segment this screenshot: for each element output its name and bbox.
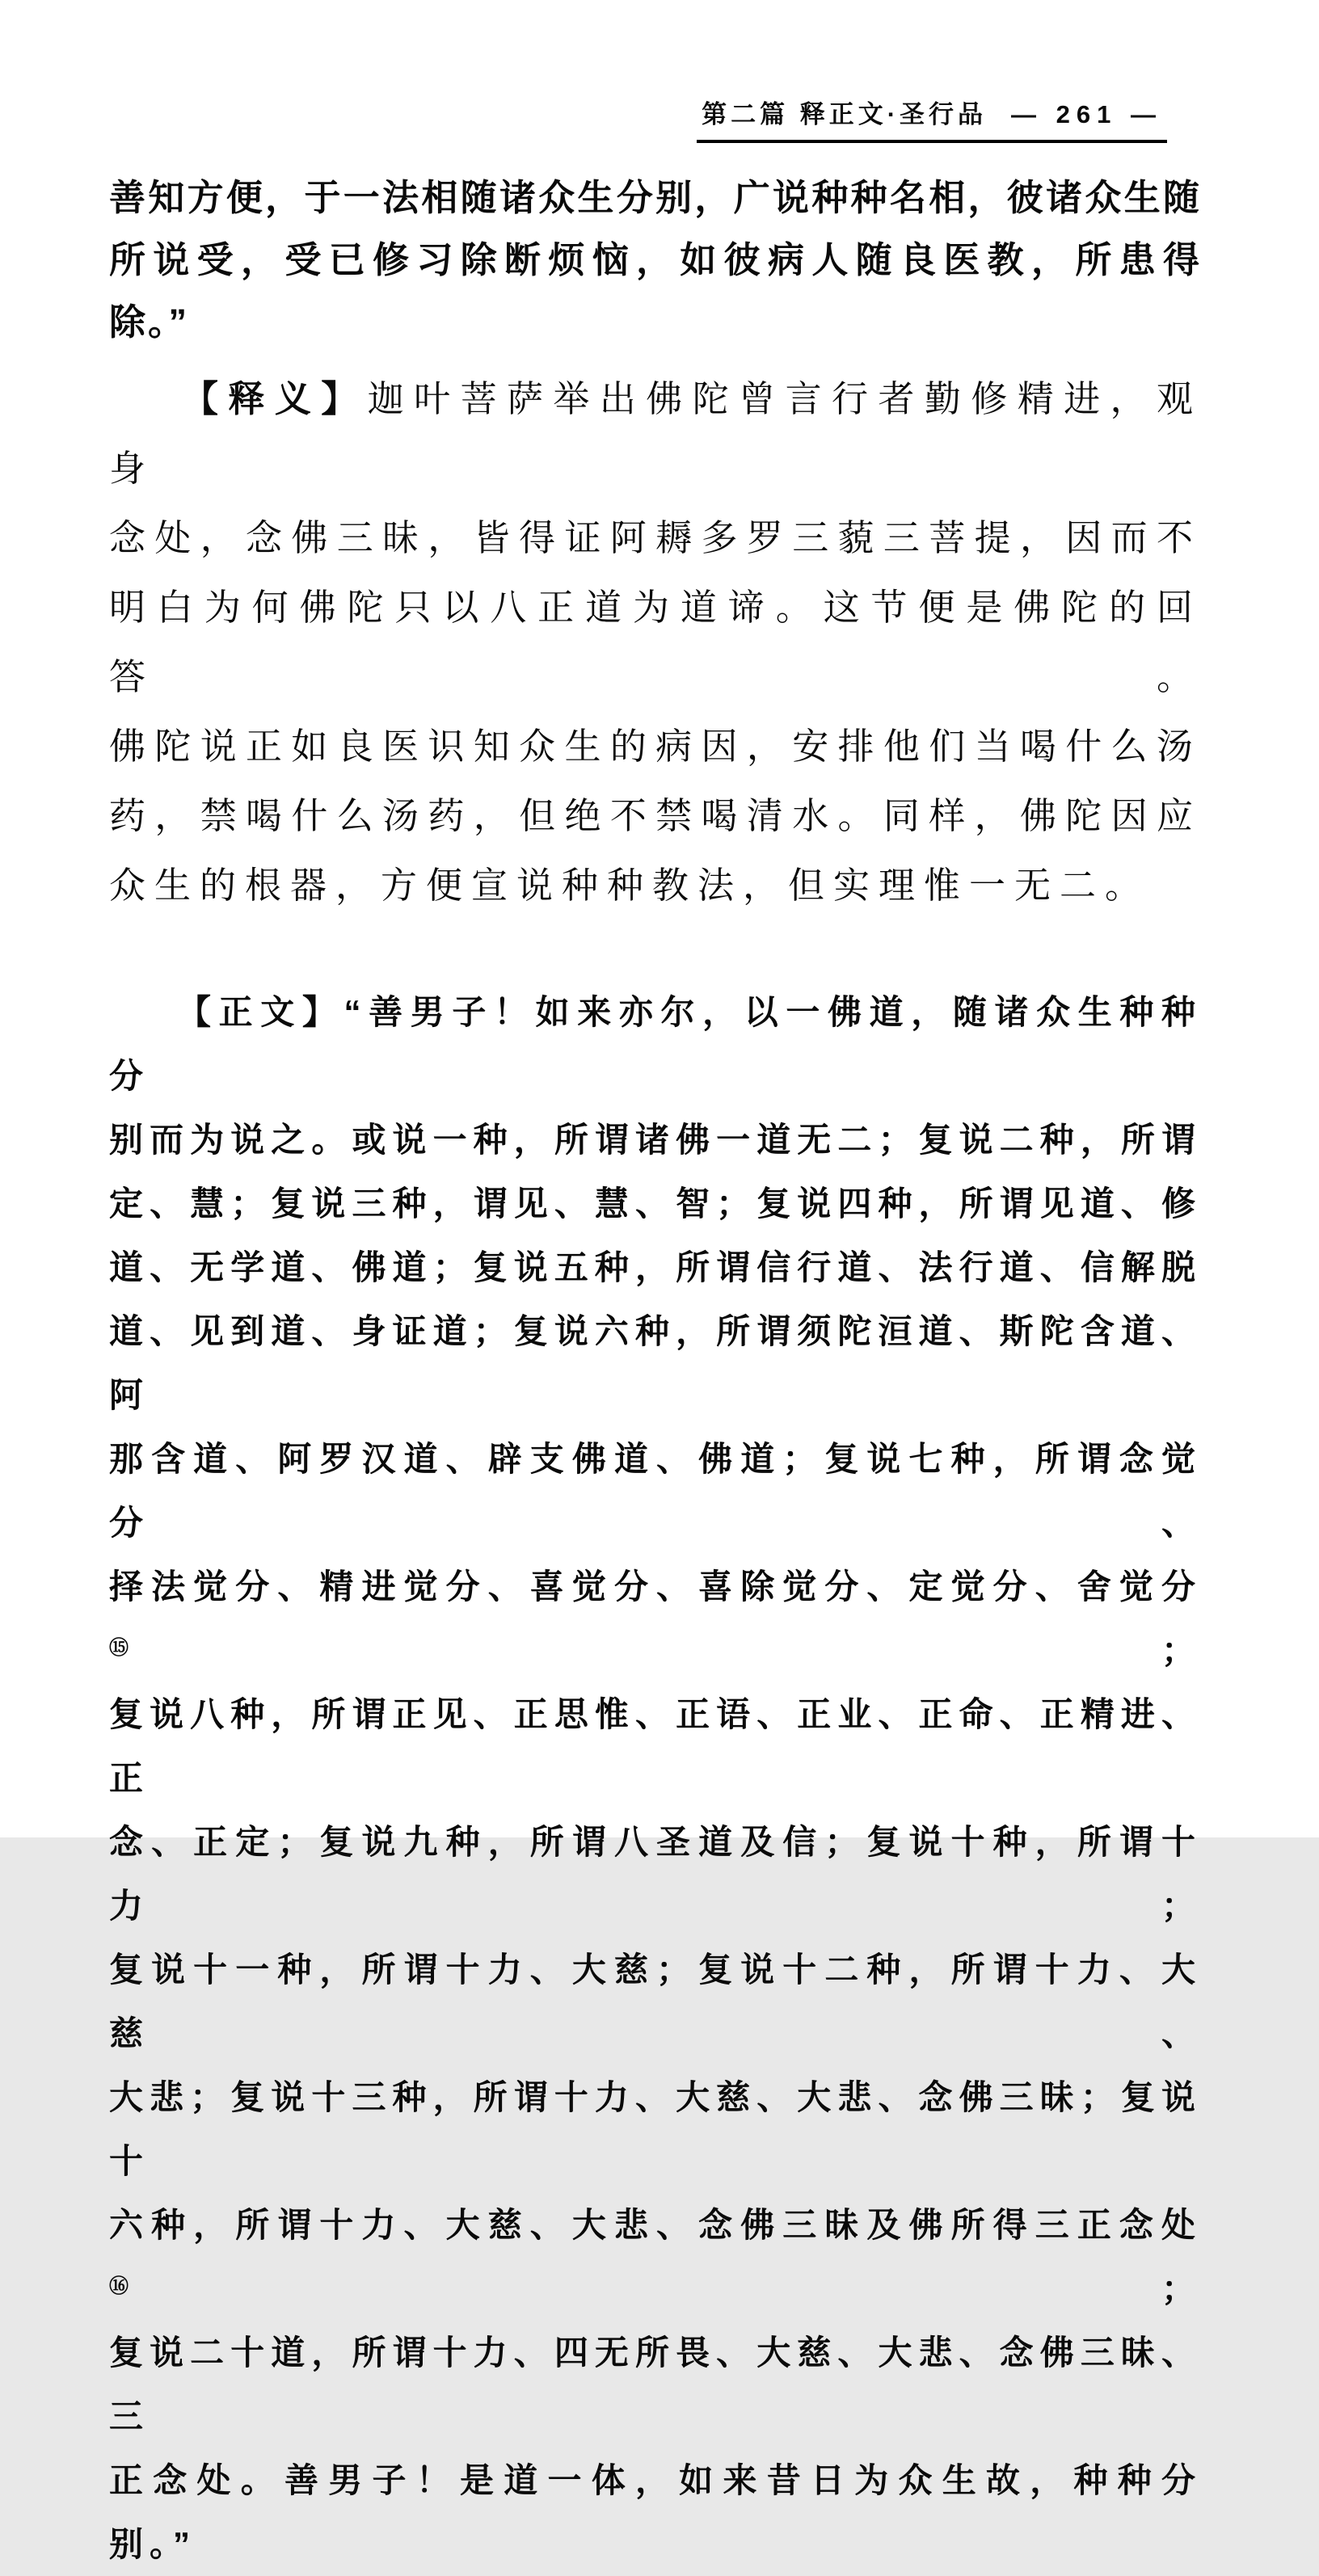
interpretation-paragraph [109, 364, 1202, 920]
text-line [109, 2448, 1202, 2576]
text-run: 众生的根器，方便宣说种种教法，但实理惟一无二。 [109, 865, 1151, 906]
text-run: 所说受，受已修习除断烦恼，如彼病人随良医教，所患得 [109, 239, 1202, 280]
text-line [109, 1108, 1202, 1172]
page-body [109, 166, 1202, 2576]
footnote-marker: ⑮ [109, 1637, 1161, 1659]
text-line [109, 781, 1202, 851]
text-run: 定、慧；复说三种，谓见、慧、智；复说四种，所谓见道、修 [109, 1185, 1202, 1223]
chapter-title: 第二篇 释正文·圣行品 [702, 100, 988, 128]
text-line [109, 851, 1202, 920]
text-run: 六种，所谓十力、大慈、大悲、念佛三昧及佛所得三正念处 [109, 2206, 1202, 2244]
text-run: 那含道、阿罗汉道、辟支佛道、佛道；复说七种，所谓念觉分、 [109, 1440, 1202, 1542]
text-run: ； [1161, 1631, 1202, 1669]
text-run: 大悲；复说十三种，所谓十力、大慈、大悲、念佛三昧；复说十 [109, 2078, 1202, 2180]
text-run: 明白为何佛陀只以八正道为道谛。这节便是佛陀的回答。 [109, 587, 1202, 697]
main-text-paragraph [109, 980, 1202, 2576]
footnote-marker: ⑯ [109, 2275, 1161, 2297]
text-line [109, 1938, 1202, 2065]
text-run: ； [1161, 2270, 1202, 2308]
section-label: 【正文】 [177, 993, 344, 1031]
text-run: 药，禁喝什么汤药，但绝不禁喝清水。同样，佛陀因应 [109, 796, 1202, 836]
text-line [109, 2065, 1202, 2193]
text-run: 复说二十道，所谓十力、四无所畏、大慈、大悲、念佛三昧、三 [109, 2334, 1202, 2435]
text-line [109, 291, 1202, 353]
text-line [109, 980, 1202, 1108]
text-run: “善男子！如来亦尔，以一佛道，随诸众生种种分 [109, 993, 1202, 1095]
text-line [109, 1810, 1202, 1938]
text-line [109, 1299, 1202, 1427]
text-run: 佛陀说正如良医识知众生的病因，安排他们当喝什么汤 [109, 726, 1202, 767]
text-line [109, 1555, 1202, 1682]
text-run: 道、无学道、佛道；复说五种，所谓信行道、法行道、信解脱 [109, 1248, 1202, 1286]
text-line [109, 1235, 1202, 1299]
text-run: 正念处。善男子！是道一体，如来昔日为众生故，种种分别。” [109, 2461, 1202, 2563]
text-line [109, 2321, 1202, 2448]
text-run: 择法觉分、精进觉分、喜觉分、喜除觉分、定觉分、舍觉分 [109, 1568, 1202, 1606]
text-line [109, 229, 1202, 291]
text-line [109, 1682, 1202, 1810]
text-run: 善知方便，于一法相随诸众生分别，广说种种名相，彼诸众生随 [109, 177, 1202, 218]
text-line [109, 2193, 1202, 2321]
text-line [109, 503, 1202, 573]
sutra-quote-continuation [109, 166, 1202, 353]
text-line [109, 712, 1202, 781]
text-line [109, 1172, 1202, 1235]
text-line [109, 573, 1202, 712]
text-line [109, 364, 1202, 503]
text-run: 迦叶菩萨举出佛陀曾言行者勤修精进，观身 [109, 379, 1202, 489]
text-run: 道、见到道、身证道；复说六种，所谓须陀洹道、斯陀含道、阿 [109, 1312, 1202, 1414]
text-run: 复说八种，所谓正见、正思惟、正语、正业、正命、正精进、正 [109, 1695, 1202, 1797]
text-line [109, 166, 1202, 229]
page-number: — 261 — [1011, 100, 1162, 128]
text-line [109, 1427, 1202, 1555]
text-run: 别而为说之。或说一种，所谓诸佛一道无二；复说二种，所谓 [109, 1121, 1202, 1159]
text-run: 念处，念佛三昧，皆得证阿耨多罗三藐三菩提，因而不 [109, 518, 1202, 558]
text-run: 除。” [109, 301, 190, 343]
text-run: 复说十一种，所谓十力、大慈；复说十二种，所谓十力、大慈、 [109, 1951, 1202, 2052]
section-label: 【释义】 [182, 379, 368, 419]
running-header [697, 94, 1167, 143]
text-run: 念、正定；复说九种，所谓八圣道及信；复说十种，所谓十力； [109, 1823, 1202, 1925]
